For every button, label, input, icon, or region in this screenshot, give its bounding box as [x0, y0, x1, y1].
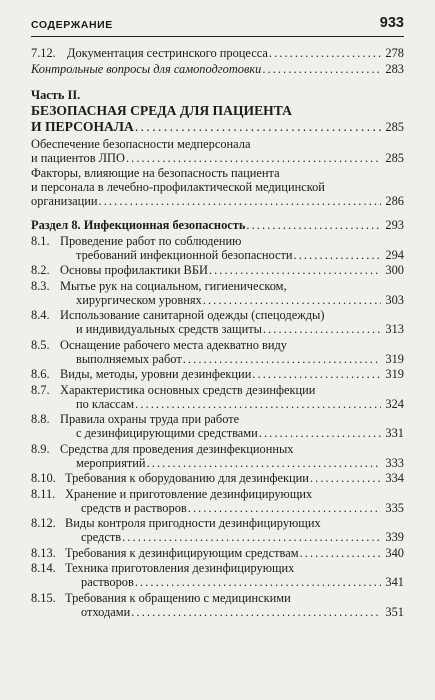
entry-page: 294	[385, 247, 404, 262]
entry-title-line: Факторы, влияющие на безопасность пациента	[31, 166, 280, 180]
leader-dots	[188, 501, 381, 515]
entry-title-line: Использование санитарной одежды (спецодежды)	[60, 308, 325, 322]
toc-entry-8-11	[31, 487, 404, 515]
leader-dots	[147, 456, 381, 470]
entry-title-line: Средства для проведения дезинфекционных	[60, 441, 294, 456]
entry-number: 8.10.	[31, 471, 56, 485]
leader-dots	[259, 426, 381, 440]
entry-number: 8.6.	[31, 367, 50, 381]
entry-number: 8.1.	[31, 233, 50, 248]
entry-number: 8.4.	[31, 308, 50, 322]
entry-title-line: Техника приготовления дезинфицирующих	[65, 561, 295, 575]
entry-page: 300	[385, 263, 404, 277]
entry-page: 319	[385, 351, 404, 366]
part-title-line: И ПЕРСОНАЛА	[31, 119, 134, 134]
entry-title: Документация сестринского процесса	[67, 46, 268, 60]
entry-title-line: и индивидуальных средств защиты	[76, 322, 262, 336]
header-title: СОДЕРЖАНИЕ	[31, 19, 113, 31]
entry-title-line: отходами	[81, 604, 131, 619]
entry-title-line: средств	[81, 530, 122, 544]
entry-number: 8.7.	[31, 382, 50, 397]
leader-dots	[209, 263, 381, 277]
leader-dots	[246, 218, 381, 232]
entry-title-line: Характеристика основных средств дезинфекции	[60, 382, 316, 397]
leader-dots	[252, 367, 381, 381]
entry-page: 293	[385, 218, 404, 232]
entry-page: 303	[385, 292, 404, 307]
toc-entry-8-3	[31, 279, 404, 307]
entry-title-line: Обеспечение безопасности медперсонала	[31, 136, 251, 151]
entry-title-line: хирургическом уровнях	[76, 292, 202, 307]
part-title	[31, 103, 404, 135]
toc-entry-8-15	[31, 591, 404, 619]
entry-title-line: выполняемых работ	[76, 351, 182, 366]
entry-page: 335	[385, 500, 404, 515]
entry-title-line: Основы профилактики ВБИ	[60, 263, 208, 277]
entry-page: 324	[385, 396, 404, 411]
entry-page: 285	[385, 150, 404, 165]
leader-dots	[122, 530, 381, 544]
entry-number: 8.13.	[31, 545, 56, 560]
entry-title-line: и пациентов ЛПО	[31, 150, 125, 165]
entry-page: 319	[385, 367, 404, 381]
toc-entry-8-2	[31, 263, 404, 277]
toc-entry-8-8	[31, 412, 404, 440]
toc-entry-review-questions	[31, 62, 404, 76]
entry-title-line: мероприятий	[76, 455, 146, 470]
entry-page: 351	[385, 604, 404, 619]
leader-dots	[131, 605, 381, 619]
entry-page: 339	[385, 530, 404, 544]
entry-page: 334	[385, 471, 404, 485]
entry-title-line: Хранение и приготовление дезинфицирующих	[65, 486, 313, 501]
leader-dots	[99, 194, 381, 208]
entry-number: 8.3.	[31, 278, 50, 293]
entry-title-line: требований инфекционной безопасности	[76, 247, 293, 262]
entry-title-line: Требования к дезинфицирующим средствам	[65, 545, 299, 560]
entry-page: 286	[385, 194, 404, 208]
leader-dots	[294, 248, 381, 262]
toc-entry-8-1	[31, 234, 404, 262]
entry-number: 7.12.	[31, 46, 56, 60]
entry-title-line: Требования к оборудованию для дезинфекции	[65, 471, 309, 485]
entry-page: 331	[385, 426, 404, 440]
part-label: Часть II.	[31, 87, 81, 102]
toc-entry-8-5	[31, 338, 404, 366]
leader-dots	[135, 397, 381, 411]
entry-title-line: Требования к обращению с медицинскими	[65, 590, 291, 605]
toc-entry-8-7	[31, 383, 404, 411]
leader-dots	[135, 119, 381, 135]
entry-number: 8.12.	[31, 516, 56, 530]
entry-page: 341	[385, 575, 404, 589]
entry-title: Контрольные вопросы для самоподготовки	[31, 61, 262, 76]
entry-number: 8.14.	[31, 561, 56, 575]
entry-page: 313	[385, 322, 404, 336]
entry-title-line: средств и растворов	[81, 500, 187, 515]
section-heading	[31, 218, 404, 232]
leader-dots	[262, 62, 381, 76]
entry-number: 8.11.	[31, 486, 56, 501]
entry-title-line: Виды контроля пригодности дезинфицирующих	[65, 516, 321, 530]
leader-dots	[300, 546, 381, 560]
entry-number: 8.2.	[31, 263, 50, 277]
leader-dots	[310, 471, 381, 485]
leader-dots	[263, 322, 381, 336]
section-title: Раздел 8. Инфекционная безопасность	[31, 218, 246, 232]
part-title-line: БЕЗОПАСНАЯ СРЕДА ДЛЯ ПАЦИЕНТА	[31, 103, 292, 118]
leader-dots	[269, 46, 381, 60]
toc-entry-staff-safety	[31, 137, 404, 165]
leader-dots	[126, 151, 381, 165]
entry-page: 285	[385, 120, 404, 134]
entry-page: 278	[385, 46, 404, 60]
entry-title-line: и персонала в лечебно-профилактической медицинской	[31, 180, 325, 194]
entry-title-line: Правила охраны труда при работе	[60, 412, 240, 426]
entry-page: 283	[385, 61, 404, 76]
table-of-contents	[31, 46, 404, 620]
entry-title-line: Оснащение рабочего места адекватно виду	[60, 337, 287, 352]
header-page-number: 933	[379, 15, 404, 31]
toc-entry-8-9	[31, 442, 404, 470]
entry-title-line: Мытье рук на социальном, гигиеническом,	[60, 278, 287, 293]
toc-entry-8-14	[31, 561, 404, 589]
entry-title-line: с дезинфицирующими средствами	[76, 426, 258, 440]
entry-title-line: растворов	[81, 575, 134, 589]
entry-number: 8.15.	[31, 590, 56, 605]
entry-number: 8.8.	[31, 412, 50, 426]
toc-entry-8-10	[31, 471, 404, 485]
toc-entry-8-4	[31, 308, 404, 336]
running-header	[31, 16, 404, 37]
toc-entry-7-12	[31, 46, 404, 60]
toc-entry-8-13	[31, 546, 404, 560]
entry-title-line: Виды, методы, уровни дезинфекции	[60, 367, 252, 381]
entry-title-line: организации	[31, 194, 98, 208]
entry-page: 340	[385, 545, 404, 560]
entry-page: 333	[385, 455, 404, 470]
leader-dots	[135, 575, 381, 589]
toc-entry-8-6	[31, 367, 404, 381]
toc-entry-8-12	[31, 516, 404, 544]
entry-title-line: Проведение работ по соблюдению	[60, 233, 242, 248]
entry-number: 8.5.	[31, 337, 50, 352]
entry-title-line: по классам	[76, 396, 135, 411]
leader-dots	[183, 352, 381, 366]
toc-entry-safety-factors	[31, 166, 404, 208]
leader-dots	[203, 293, 381, 307]
entry-number: 8.9.	[31, 441, 50, 456]
